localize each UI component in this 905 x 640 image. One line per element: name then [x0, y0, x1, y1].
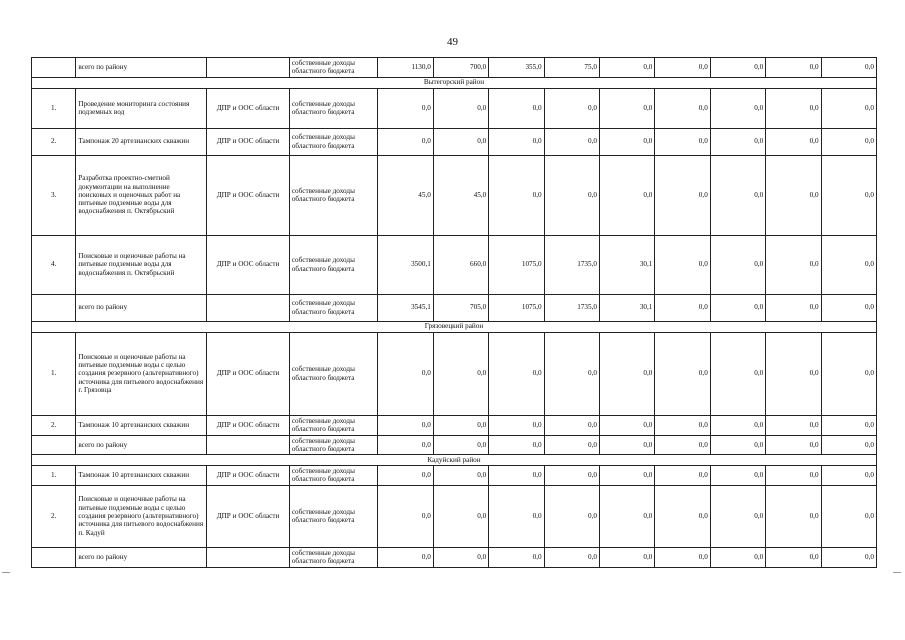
amount-cell: 660,0	[433, 235, 488, 294]
amount-cell: 0,0	[378, 466, 433, 486]
amount-cell: 0,0	[710, 294, 765, 321]
amount-cell: 0,0	[600, 58, 655, 78]
amount-cell: 0,0	[433, 332, 488, 415]
amount-cell: 0,0	[655, 485, 710, 547]
amount-cell: 1075,0	[489, 294, 544, 321]
amount-cell: 0,0	[600, 128, 655, 155]
amount-cell: 75,0	[544, 58, 599, 78]
district-name: Вытегорский район	[32, 77, 877, 88]
table-body	[32, 58, 877, 568]
amount-cell: 0,0	[710, 58, 765, 78]
responsible-cell: ДПР и ООС области	[207, 155, 290, 235]
amount-cell: 0,0	[544, 435, 599, 455]
amount-cell: 0,0	[655, 435, 710, 455]
amount-cell: 0,0	[655, 58, 710, 78]
funding-source-cell: собственные доходы областного бюджета	[289, 485, 378, 547]
amount-cell: 0,0	[710, 435, 765, 455]
funding-source-cell: собственные доходы областного бюджета	[289, 58, 378, 78]
amount-cell: 0,0	[600, 435, 655, 455]
amount-cell: 0,0	[821, 332, 876, 415]
table-row	[32, 128, 877, 155]
amount-cell: 0,0	[544, 332, 599, 415]
amount-cell: 0,0	[489, 435, 544, 455]
responsible-cell: ДПР и ООС области	[207, 128, 290, 155]
amount-cell: 0,0	[489, 332, 544, 415]
amount-cell: 0,0	[544, 128, 599, 155]
district-header-row	[32, 455, 877, 466]
funding-source-cell: собственные доходы областного бюджета	[289, 294, 378, 321]
row-number-cell	[32, 58, 76, 78]
amount-cell: 0,0	[655, 88, 710, 128]
row-number-cell: 2.	[32, 485, 76, 547]
amount-cell: 0,0	[433, 415, 488, 435]
amount-cell: 0,0	[710, 128, 765, 155]
amount-cell: 0,0	[544, 547, 599, 567]
amount-cell: 0,0	[489, 547, 544, 567]
amount-cell: 0,0	[766, 235, 821, 294]
funding-source-cell: собственные доходы областного бюджета	[289, 415, 378, 435]
activity-cell: Тампонаж 10 артезианских скважин	[76, 466, 207, 486]
responsible-cell: ДПР и ООС области	[207, 88, 290, 128]
amount-cell: 0,0	[710, 88, 765, 128]
row-number-cell	[32, 294, 76, 321]
amount-cell: 0,0	[378, 332, 433, 415]
activity-cell: Поисковые и оценочные работы на питьевые подземные воды для водоснабжения п. Октябрьский	[76, 235, 207, 294]
table-row	[32, 155, 877, 235]
page-number: 49	[447, 36, 458, 48]
district-total-row	[32, 58, 877, 78]
amount-cell: 0,0	[766, 88, 821, 128]
district-header-row	[32, 321, 877, 332]
amount-cell: 0,0	[766, 466, 821, 486]
district-total-row	[32, 547, 877, 567]
table-row	[32, 415, 877, 435]
amount-cell: 355,0	[489, 58, 544, 78]
amount-cell: 0,0	[655, 466, 710, 486]
margin-tick-right	[893, 572, 901, 573]
amount-cell: 0,0	[766, 435, 821, 455]
amount-cell: 1735,0	[544, 235, 599, 294]
amount-cell: 0,0	[489, 415, 544, 435]
amount-cell: 0,0	[766, 485, 821, 547]
amount-cell: 0,0	[766, 547, 821, 567]
amount-cell: 0,0	[378, 485, 433, 547]
amount-cell: 1075,0	[489, 235, 544, 294]
amount-cell: 0,0	[710, 332, 765, 415]
district-name: Кадуйский район	[32, 455, 877, 466]
row-number-cell: 2.	[32, 415, 76, 435]
amount-cell: 0,0	[433, 88, 488, 128]
amount-cell: 0,0	[710, 547, 765, 567]
total-label-cell: всего по району	[76, 435, 207, 455]
amount-cell: 0,0	[433, 128, 488, 155]
amount-cell: 0,0	[821, 466, 876, 486]
amount-cell: 0,0	[378, 415, 433, 435]
amount-cell: 0,0	[378, 88, 433, 128]
amount-cell: 0,0	[378, 547, 433, 567]
amount-cell: 0,0	[489, 128, 544, 155]
amount-cell: 45,0	[433, 155, 488, 235]
funding-source-cell: собственные доходы областного бюджета	[289, 466, 378, 486]
amount-cell: 0,0	[655, 294, 710, 321]
responsible-cell	[207, 547, 290, 567]
amount-cell: 0,0	[766, 415, 821, 435]
table-row	[32, 485, 877, 547]
responsible-cell: ДПР и ООС области	[207, 235, 290, 294]
amount-cell: 0,0	[655, 155, 710, 235]
amount-cell: 0,0	[655, 128, 710, 155]
amount-cell: 0,0	[821, 415, 876, 435]
amount-cell: 0,0	[821, 294, 876, 321]
amount-cell: 30,1	[600, 294, 655, 321]
funding-source-cell: собственные доходы областного бюджета	[289, 547, 378, 567]
amount-cell: 0,0	[544, 466, 599, 486]
amount-cell: 0,0	[655, 415, 710, 435]
amount-cell: 0,0	[600, 466, 655, 486]
row-number-cell	[32, 547, 76, 567]
district-total-row	[32, 294, 877, 321]
responsible-cell	[207, 435, 290, 455]
funding-source-cell: собственные доходы областного бюджета	[289, 435, 378, 455]
amount-cell: 1130,0	[378, 58, 433, 78]
amount-cell: 0,0	[600, 155, 655, 235]
row-number-cell: 1.	[32, 88, 76, 128]
district-header-row	[32, 77, 877, 88]
activity-cell: Проведение мониторинга состояния подземных вод	[76, 88, 207, 128]
responsible-cell: ДПР и ООС области	[207, 415, 290, 435]
amount-cell: 0,0	[433, 547, 488, 567]
table-row	[32, 332, 877, 415]
responsible-cell	[207, 58, 290, 78]
amount-cell: 0,0	[544, 485, 599, 547]
activity-cell: Поисковые и оценочные работы на питьевые подземные воды с целью создания резервного (альтернативного) источника для питьевого водоснабжения п. Кадуй	[76, 485, 207, 547]
activity-cell: Тампонаж 20 артезианских скважин	[76, 128, 207, 155]
funding-source-cell: собственные доходы областного бюджета	[289, 88, 378, 128]
funding-source-cell: собственные доходы областного бюджета	[289, 155, 378, 235]
amount-cell: 0,0	[600, 547, 655, 567]
amount-cell: 0,0	[821, 435, 876, 455]
amount-cell: 0,0	[655, 332, 710, 415]
amount-cell: 3545,1	[378, 294, 433, 321]
amount-cell: 0,0	[710, 485, 765, 547]
amount-cell: 0,0	[544, 88, 599, 128]
amount-cell: 0,0	[489, 88, 544, 128]
row-number-cell	[32, 435, 76, 455]
funding-source-cell: собственные доходы областного бюджета	[289, 332, 378, 415]
amount-cell: 0,0	[489, 485, 544, 547]
amount-cell: 0,0	[710, 415, 765, 435]
amount-cell: 0,0	[766, 294, 821, 321]
amount-cell: 1735,0	[544, 294, 599, 321]
budget-table	[31, 57, 877, 568]
total-label-cell: всего по району	[76, 58, 207, 78]
amount-cell: 0,0	[766, 58, 821, 78]
funding-source-cell: собственные доходы областного бюджета	[289, 235, 378, 294]
amount-cell: 0,0	[600, 88, 655, 128]
table-row	[32, 235, 877, 294]
amount-cell: 0,0	[766, 128, 821, 155]
amount-cell: 705,0	[433, 294, 488, 321]
activity-cell: Тампонаж 10 артезианских скважин	[76, 415, 207, 435]
amount-cell: 0,0	[433, 466, 488, 486]
amount-cell: 0,0	[544, 155, 599, 235]
amount-cell: 0,0	[710, 235, 765, 294]
amount-cell: 0,0	[433, 435, 488, 455]
amount-cell: 0,0	[489, 466, 544, 486]
funding-source-cell: собственные доходы областного бюджета	[289, 128, 378, 155]
activity-cell: Разработка проектно-сметной документации на выполнение поисковых и оценочных работ на питьевые подземные воды для водоснабжения п. Октябрьский	[76, 155, 207, 235]
amount-cell: 0,0	[600, 332, 655, 415]
amount-cell: 0,0	[600, 415, 655, 435]
amount-cell: 0,0	[821, 88, 876, 128]
amount-cell: 0,0	[821, 485, 876, 547]
amount-cell: 0,0	[433, 485, 488, 547]
row-number-cell: 2.	[32, 128, 76, 155]
amount-cell: 0,0	[821, 155, 876, 235]
responsible-cell: ДПР и ООС области	[207, 332, 290, 415]
amount-cell: 45,0	[378, 155, 433, 235]
amount-cell: 0,0	[378, 128, 433, 155]
amount-cell: 0,0	[600, 485, 655, 547]
row-number-cell: 1.	[32, 332, 76, 415]
table-row	[32, 88, 877, 128]
district-total-row	[32, 435, 877, 455]
total-label-cell: всего по району	[76, 294, 207, 321]
responsible-cell: ДПР и ООС области	[207, 466, 290, 486]
activity-cell: Поисковые и оценочные работы на питьевые подземные воды с целью создания резервного (альтернативного) источника для питьевого водоснабжения г. Грязовца	[76, 332, 207, 415]
margin-tick-left	[2, 572, 10, 573]
amount-cell: 0,0	[544, 415, 599, 435]
row-number-cell: 3.	[32, 155, 76, 235]
row-number-cell: 4.	[32, 235, 76, 294]
amount-cell: 700,0	[433, 58, 488, 78]
amount-cell: 0,0	[821, 547, 876, 567]
amount-cell: 0,0	[766, 155, 821, 235]
table-row	[32, 466, 877, 486]
amount-cell: 0,0	[655, 547, 710, 567]
total-label-cell: всего по району	[76, 547, 207, 567]
amount-cell: 0,0	[821, 58, 876, 78]
amount-cell: 30,1	[600, 235, 655, 294]
row-number-cell: 1.	[32, 466, 76, 486]
responsible-cell: ДПР и ООС области	[207, 485, 290, 547]
amount-cell: 0,0	[655, 235, 710, 294]
amount-cell: 0,0	[710, 466, 765, 486]
amount-cell: 3500,1	[378, 235, 433, 294]
amount-cell: 0,0	[821, 128, 876, 155]
amount-cell: 0,0	[766, 332, 821, 415]
amount-cell: 0,0	[489, 155, 544, 235]
responsible-cell	[207, 294, 290, 321]
amount-cell: 0,0	[710, 155, 765, 235]
amount-cell: 0,0	[821, 235, 876, 294]
amount-cell: 0,0	[378, 435, 433, 455]
district-name: Грязовецкий район	[32, 321, 877, 332]
